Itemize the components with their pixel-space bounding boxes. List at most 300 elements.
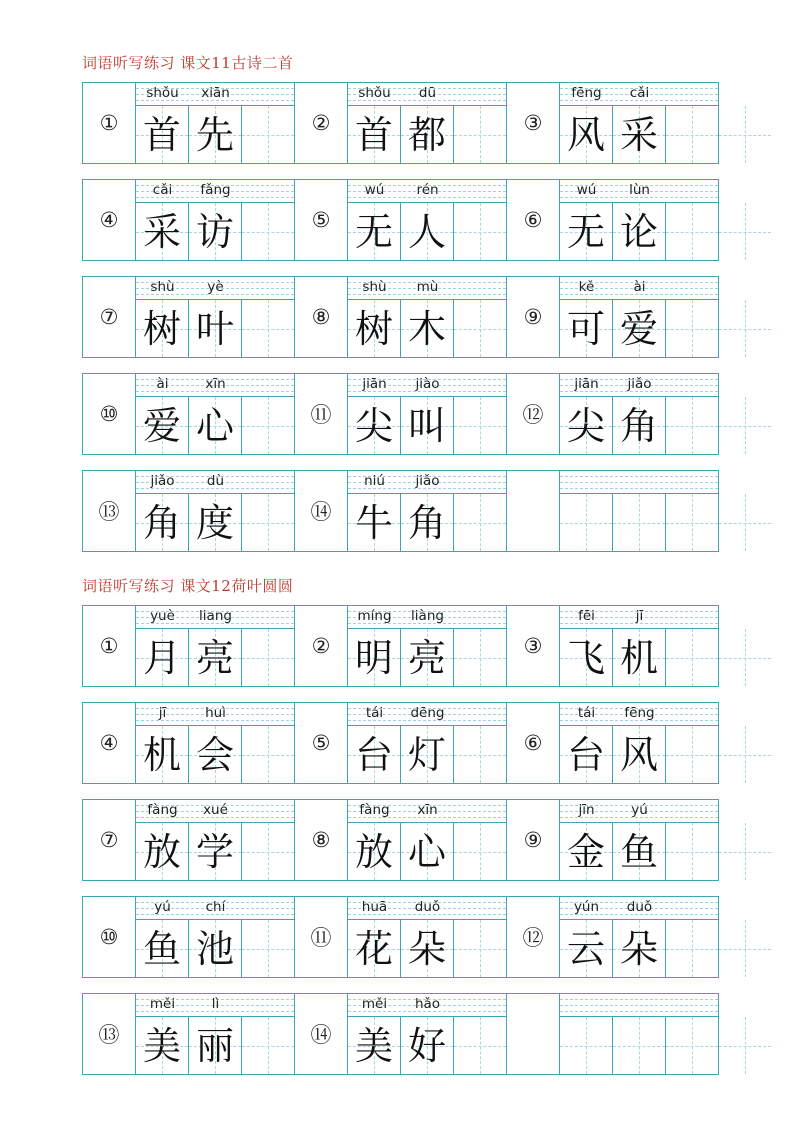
word-cell bbox=[506, 179, 719, 261]
pinyin-text: kě bbox=[578, 279, 595, 295]
tian-zi-box bbox=[612, 823, 665, 880]
item-number: ⑦ bbox=[99, 828, 119, 852]
pinyin-text: shù bbox=[150, 279, 175, 295]
tian-zi-box bbox=[347, 397, 400, 454]
tian-zi-box bbox=[135, 300, 188, 357]
tian-zi-box bbox=[718, 494, 771, 551]
pinyin-text: měi bbox=[361, 996, 388, 1012]
item-number: ⑥ bbox=[523, 208, 543, 232]
tian-zi-box bbox=[453, 726, 506, 783]
hanzi-char: 鱼 bbox=[619, 829, 658, 874]
pinyin-text: jiǎo bbox=[150, 473, 175, 489]
tian-zi-box bbox=[718, 629, 771, 686]
word-cell bbox=[506, 896, 719, 978]
pinyin-row bbox=[347, 703, 506, 726]
tian-zi-box bbox=[188, 920, 241, 977]
pinyin-text: huì bbox=[205, 705, 226, 721]
hanzi-char: 机 bbox=[142, 732, 181, 777]
pinyin-text: duǒ bbox=[414, 899, 441, 915]
tian-zi-box bbox=[665, 106, 718, 163]
hanzi-char: 机 bbox=[619, 635, 658, 680]
pinyin-text: lì bbox=[211, 996, 220, 1012]
tian-zi-box bbox=[665, 494, 718, 551]
tian-zi-box bbox=[612, 106, 665, 163]
tian-zi-box bbox=[559, 397, 612, 454]
pinyin-text: dù bbox=[206, 473, 225, 489]
tian-zi-box bbox=[347, 106, 400, 163]
pinyin-text: shǒu bbox=[358, 85, 391, 101]
tian-zi-box bbox=[135, 494, 188, 551]
tian-zi-box bbox=[559, 494, 612, 551]
tian-zi-box bbox=[718, 823, 771, 880]
tian-zi-box bbox=[241, 920, 294, 977]
item-number: ⑩ bbox=[99, 925, 119, 949]
pinyin-text: fàng bbox=[359, 802, 390, 818]
hanzi-char: 首 bbox=[142, 112, 181, 157]
pinyin-row bbox=[135, 800, 294, 823]
pinyin-text: hǎo bbox=[414, 996, 441, 1012]
hanzi-char: 灯 bbox=[407, 732, 446, 777]
tian-zi-box bbox=[135, 203, 188, 260]
pinyin-text: yè bbox=[207, 279, 224, 295]
tian-zi-box bbox=[135, 920, 188, 977]
hanzi-char: 尖 bbox=[354, 403, 393, 448]
item-number: ⑭ bbox=[310, 500, 332, 524]
section-title: 词语听写练习 课文12荷叶圆圆 bbox=[82, 577, 294, 595]
pinyin-row bbox=[559, 994, 718, 1017]
tian-zi-box bbox=[453, 203, 506, 260]
word-cell bbox=[506, 373, 719, 455]
pinyin-row bbox=[559, 606, 718, 629]
tian-zi-box bbox=[612, 629, 665, 686]
tian-zi-box bbox=[400, 1017, 453, 1074]
pinyin-text: jī bbox=[158, 705, 167, 721]
tian-zi-box bbox=[665, 726, 718, 783]
tian-zi-box bbox=[347, 494, 400, 551]
word-cell bbox=[82, 276, 295, 358]
pinyin-text: jī bbox=[635, 608, 644, 624]
pinyin-text: wú bbox=[576, 182, 597, 198]
hanzi-char: 先 bbox=[195, 112, 234, 157]
item-number: ② bbox=[311, 111, 331, 135]
pinyin-text: tái bbox=[365, 705, 384, 721]
tian-zi-box bbox=[665, 1017, 718, 1074]
tian-zi-box bbox=[400, 920, 453, 977]
pinyin-text: cǎi bbox=[152, 182, 173, 198]
tian-zi-box bbox=[665, 629, 718, 686]
pinyin-text: ài bbox=[156, 376, 169, 392]
tian-zi-box bbox=[241, 823, 294, 880]
hanzi-char: 可 bbox=[566, 306, 605, 351]
tian-zi-box bbox=[453, 397, 506, 454]
tian-zi-box bbox=[559, 203, 612, 260]
pinyin-text: jiān bbox=[362, 376, 387, 392]
tian-zi-box bbox=[718, 920, 771, 977]
pinyin-text: duǒ bbox=[626, 899, 653, 915]
tian-zi-box bbox=[188, 726, 241, 783]
pinyin-text: jiǎo bbox=[627, 376, 652, 392]
pinyin-text: cǎi bbox=[629, 85, 650, 101]
section-title: 词语听写练习 课文11古诗二首 bbox=[82, 54, 294, 72]
pinyin-text: fēng bbox=[624, 705, 655, 721]
pinyin-row bbox=[347, 994, 506, 1017]
pinyin-text: yú bbox=[154, 899, 171, 915]
tian-zi-box bbox=[718, 300, 771, 357]
tian-zi-box bbox=[188, 494, 241, 551]
pinyin-row bbox=[135, 277, 294, 300]
tian-zi-box bbox=[612, 300, 665, 357]
pinyin-row bbox=[135, 180, 294, 203]
hanzi-char: 角 bbox=[142, 500, 181, 545]
hanzi-char: 放 bbox=[142, 829, 181, 874]
pinyin-row bbox=[135, 703, 294, 726]
tian-zi-box bbox=[188, 397, 241, 454]
tian-zi-box bbox=[347, 823, 400, 880]
hanzi-char: 月 bbox=[142, 635, 181, 680]
tian-zi-box bbox=[241, 106, 294, 163]
word-cell bbox=[294, 702, 507, 784]
word-cell bbox=[506, 82, 719, 164]
pinyin-row bbox=[559, 83, 718, 106]
pinyin-row bbox=[135, 897, 294, 920]
tian-zi-box bbox=[559, 726, 612, 783]
tian-zi-box bbox=[135, 397, 188, 454]
item-number: ⑨ bbox=[523, 305, 543, 329]
hanzi-char: 朵 bbox=[619, 926, 658, 971]
hanzi-char: 亮 bbox=[195, 635, 234, 680]
word-cell bbox=[82, 470, 295, 552]
pinyin-text: chí bbox=[205, 899, 226, 915]
tian-zi-box bbox=[347, 203, 400, 260]
hanzi-char: 丽 bbox=[195, 1023, 234, 1068]
hanzi-char: 树 bbox=[354, 306, 393, 351]
pinyin-text: jiào bbox=[415, 376, 440, 392]
tian-zi-box bbox=[665, 300, 718, 357]
item-number: ③ bbox=[523, 111, 543, 135]
word-cell bbox=[82, 993, 295, 1075]
hanzi-char: 角 bbox=[619, 403, 658, 448]
item-number: ⑬ bbox=[98, 500, 120, 524]
pinyin-row bbox=[347, 277, 506, 300]
hanzi-char: 池 bbox=[195, 926, 234, 971]
pinyin-text: yú bbox=[631, 802, 648, 818]
tian-zi-box bbox=[612, 494, 665, 551]
hanzi-char: 角 bbox=[407, 500, 446, 545]
item-number: ⑧ bbox=[311, 305, 331, 329]
word-cell bbox=[294, 470, 507, 552]
hanzi-char: 牛 bbox=[354, 500, 393, 545]
tian-zi-box bbox=[612, 920, 665, 977]
pinyin-row bbox=[347, 897, 506, 920]
pinyin-text: jiǎo bbox=[415, 473, 440, 489]
word-cell bbox=[294, 179, 507, 261]
tian-zi-box bbox=[612, 397, 665, 454]
tian-zi-box bbox=[559, 106, 612, 163]
word-cell bbox=[82, 799, 295, 881]
tian-zi-box bbox=[612, 726, 665, 783]
pinyin-text: yún bbox=[573, 899, 600, 915]
hanzi-char: 木 bbox=[407, 306, 446, 351]
hanzi-char: 花 bbox=[354, 926, 393, 971]
tian-zi-box bbox=[665, 203, 718, 260]
hanzi-char: 亮 bbox=[407, 635, 446, 680]
hanzi-char: 好 bbox=[407, 1023, 446, 1068]
item-number: ⑦ bbox=[99, 305, 119, 329]
pinyin-text: huā bbox=[361, 899, 388, 915]
pinyin-text: mù bbox=[416, 279, 439, 295]
pinyin-row bbox=[347, 800, 506, 823]
pinyin-row bbox=[559, 897, 718, 920]
hanzi-char: 飞 bbox=[566, 635, 605, 680]
pinyin-text: fēng bbox=[571, 85, 602, 101]
tian-zi-box bbox=[718, 397, 771, 454]
tian-zi-box bbox=[665, 920, 718, 977]
empty-cell bbox=[506, 993, 719, 1075]
hanzi-char: 美 bbox=[142, 1023, 181, 1068]
tian-zi-box bbox=[453, 823, 506, 880]
word-cell bbox=[82, 179, 295, 261]
tian-zi-box bbox=[559, 823, 612, 880]
tian-zi-box bbox=[135, 106, 188, 163]
tian-zi-box bbox=[400, 726, 453, 783]
item-number: ④ bbox=[99, 731, 119, 755]
item-number: ⑫ bbox=[522, 403, 544, 427]
tian-zi-box bbox=[718, 203, 771, 260]
hanzi-char: 放 bbox=[354, 829, 393, 874]
item-number: ⑭ bbox=[310, 1023, 332, 1047]
pinyin-row bbox=[347, 471, 506, 494]
word-cell bbox=[82, 605, 295, 687]
hanzi-char: 论 bbox=[619, 209, 658, 254]
tian-zi-box bbox=[347, 300, 400, 357]
tian-zi-box bbox=[718, 1017, 771, 1074]
tian-zi-box bbox=[400, 494, 453, 551]
word-cell bbox=[294, 896, 507, 978]
word-cell bbox=[506, 276, 719, 358]
item-number: ⑧ bbox=[311, 828, 331, 852]
hanzi-char: 台 bbox=[354, 732, 393, 777]
pinyin-row bbox=[135, 994, 294, 1017]
hanzi-char: 美 bbox=[354, 1023, 393, 1068]
pinyin-row bbox=[559, 800, 718, 823]
word-cell bbox=[294, 82, 507, 164]
empty-cell bbox=[506, 470, 719, 552]
item-number: ① bbox=[99, 111, 119, 135]
pinyin-text: dū bbox=[418, 85, 437, 101]
tian-zi-box bbox=[241, 494, 294, 551]
hanzi-char: 心 bbox=[195, 403, 234, 448]
tian-zi-box bbox=[241, 397, 294, 454]
hanzi-char: 爱 bbox=[619, 306, 658, 351]
word-cell bbox=[506, 799, 719, 881]
pinyin-text: wú bbox=[364, 182, 385, 198]
tian-zi-box bbox=[400, 203, 453, 260]
pinyin-text: liàng bbox=[411, 608, 444, 624]
tian-zi-box bbox=[135, 1017, 188, 1074]
tian-zi-box bbox=[400, 106, 453, 163]
pinyin-text: tái bbox=[577, 705, 596, 721]
tian-zi-box bbox=[241, 726, 294, 783]
hanzi-char: 尖 bbox=[566, 403, 605, 448]
tian-zi-box bbox=[400, 629, 453, 686]
tian-zi-box bbox=[453, 494, 506, 551]
hanzi-char: 心 bbox=[407, 829, 446, 874]
item-number: ⑨ bbox=[523, 828, 543, 852]
pinyin-row bbox=[135, 606, 294, 629]
tian-zi-box bbox=[400, 397, 453, 454]
item-number: ⑤ bbox=[311, 731, 331, 755]
item-number: ⑥ bbox=[523, 731, 543, 755]
pinyin-text: rén bbox=[416, 182, 439, 198]
tian-zi-box bbox=[188, 1017, 241, 1074]
pinyin-row bbox=[559, 180, 718, 203]
item-number: ⑩ bbox=[99, 402, 119, 426]
tian-zi-box bbox=[453, 106, 506, 163]
word-cell bbox=[82, 373, 295, 455]
tian-zi-box bbox=[718, 106, 771, 163]
hanzi-char: 叫 bbox=[407, 403, 446, 448]
tian-zi-box bbox=[612, 203, 665, 260]
item-number: ② bbox=[311, 634, 331, 658]
pinyin-text: dēng bbox=[410, 705, 445, 721]
tian-zi-box bbox=[559, 1017, 612, 1074]
tian-zi-box bbox=[400, 823, 453, 880]
tian-zi-box bbox=[453, 1017, 506, 1074]
pinyin-text: fàng bbox=[147, 802, 178, 818]
pinyin-row bbox=[347, 374, 506, 397]
word-cell bbox=[294, 605, 507, 687]
hanzi-char: 金 bbox=[566, 829, 605, 874]
tian-zi-box bbox=[718, 726, 771, 783]
tian-zi-box bbox=[135, 823, 188, 880]
tian-zi-box bbox=[347, 1017, 400, 1074]
tian-zi-box bbox=[188, 823, 241, 880]
tian-zi-box bbox=[241, 1017, 294, 1074]
pinyin-text: měi bbox=[149, 996, 176, 1012]
tian-zi-box bbox=[400, 300, 453, 357]
pinyin-row bbox=[135, 83, 294, 106]
word-cell bbox=[294, 276, 507, 358]
tian-zi-box bbox=[347, 726, 400, 783]
tian-zi-box bbox=[559, 300, 612, 357]
hanzi-char: 都 bbox=[407, 112, 446, 157]
hanzi-char: 采 bbox=[619, 112, 658, 157]
hanzi-char: 学 bbox=[195, 829, 234, 874]
pinyin-text: fǎng bbox=[200, 182, 231, 198]
pinyin-text: xīn bbox=[205, 376, 226, 392]
hanzi-char: 无 bbox=[566, 209, 605, 254]
item-number: ⑪ bbox=[310, 403, 332, 427]
tian-zi-box bbox=[241, 203, 294, 260]
tian-zi-box bbox=[188, 106, 241, 163]
word-cell bbox=[294, 799, 507, 881]
hanzi-char: 鱼 bbox=[142, 926, 181, 971]
word-cell bbox=[506, 605, 719, 687]
word-cell bbox=[82, 82, 295, 164]
pinyin-text: jiān bbox=[574, 376, 599, 392]
pinyin-text: yuè bbox=[150, 608, 175, 624]
hanzi-char: 访 bbox=[195, 209, 234, 254]
tian-zi-box bbox=[241, 629, 294, 686]
tian-zi-box bbox=[665, 397, 718, 454]
hanzi-char: 会 bbox=[195, 732, 234, 777]
hanzi-char: 明 bbox=[354, 635, 393, 680]
tian-zi-box bbox=[453, 920, 506, 977]
hanzi-char: 风 bbox=[566, 112, 605, 157]
item-number: ① bbox=[99, 634, 119, 658]
pinyin-text: liang bbox=[199, 608, 232, 624]
pinyin-row bbox=[135, 471, 294, 494]
pinyin-text: shù bbox=[362, 279, 387, 295]
item-number: ⑬ bbox=[98, 1023, 120, 1047]
hanzi-char: 采 bbox=[142, 209, 181, 254]
pinyin-text: xué bbox=[203, 802, 228, 818]
tian-zi-box bbox=[559, 920, 612, 977]
word-cell bbox=[506, 702, 719, 784]
pinyin-row bbox=[559, 471, 718, 494]
hanzi-char: 叶 bbox=[195, 306, 234, 351]
tian-zi-box bbox=[612, 1017, 665, 1074]
pinyin-row bbox=[559, 374, 718, 397]
hanzi-char: 首 bbox=[354, 112, 393, 157]
word-cell bbox=[82, 896, 295, 978]
tian-zi-box bbox=[188, 629, 241, 686]
pinyin-row bbox=[135, 374, 294, 397]
item-number: ⑫ bbox=[522, 926, 544, 950]
hanzi-char: 人 bbox=[407, 209, 446, 254]
pinyin-text: shǒu bbox=[146, 85, 179, 101]
hanzi-char: 度 bbox=[195, 500, 234, 545]
tian-zi-box bbox=[135, 629, 188, 686]
pinyin-row bbox=[347, 180, 506, 203]
word-cell bbox=[294, 373, 507, 455]
pinyin-text: lùn bbox=[629, 182, 650, 198]
pinyin-text: fēi bbox=[578, 608, 595, 624]
pinyin-text: xīn bbox=[417, 802, 438, 818]
pinyin-row bbox=[559, 277, 718, 300]
tian-zi-box bbox=[188, 300, 241, 357]
hanzi-char: 无 bbox=[354, 209, 393, 254]
pinyin-text: míng bbox=[357, 608, 392, 624]
pinyin-text: niú bbox=[364, 473, 385, 489]
hanzi-char: 云 bbox=[566, 926, 605, 971]
item-number: ⑪ bbox=[310, 926, 332, 950]
hanzi-char: 风 bbox=[619, 732, 658, 777]
pinyin-row bbox=[559, 703, 718, 726]
word-cell bbox=[294, 993, 507, 1075]
tian-zi-box bbox=[665, 823, 718, 880]
hanzi-char: 台 bbox=[566, 732, 605, 777]
tian-zi-box bbox=[135, 726, 188, 783]
pinyin-row bbox=[347, 606, 506, 629]
hanzi-char: 树 bbox=[142, 306, 181, 351]
word-cell bbox=[82, 702, 295, 784]
tian-zi-box bbox=[347, 629, 400, 686]
pinyin-text: xiān bbox=[201, 85, 230, 101]
tian-zi-box bbox=[559, 629, 612, 686]
tian-zi-box bbox=[188, 203, 241, 260]
tian-zi-box bbox=[241, 300, 294, 357]
item-number: ⑤ bbox=[311, 208, 331, 232]
pinyin-text: jīn bbox=[578, 802, 595, 818]
pinyin-row bbox=[347, 83, 506, 106]
tian-zi-box bbox=[347, 920, 400, 977]
tian-zi-box bbox=[453, 629, 506, 686]
pinyin-text: ài bbox=[633, 279, 646, 295]
tian-zi-box bbox=[453, 300, 506, 357]
hanzi-char: 爱 bbox=[142, 403, 181, 448]
hanzi-char: 朵 bbox=[407, 926, 446, 971]
